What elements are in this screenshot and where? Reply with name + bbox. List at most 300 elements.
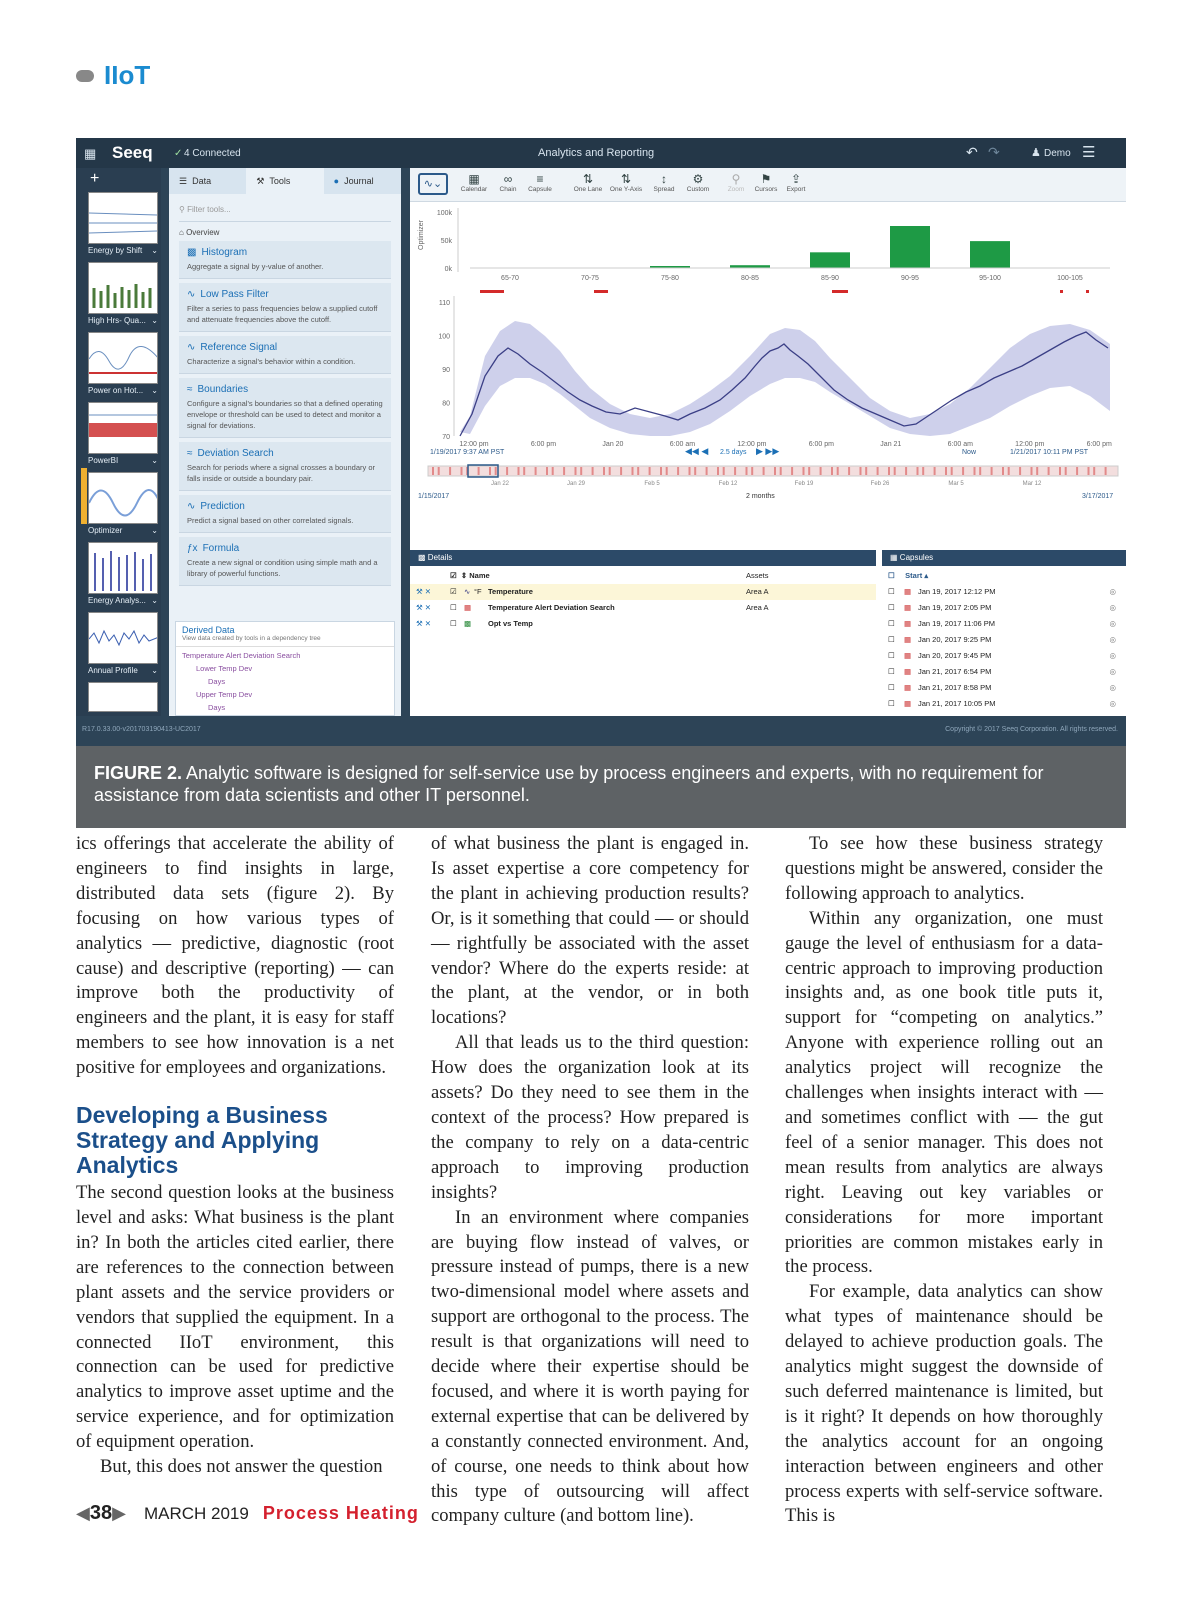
details-table	[410, 566, 876, 716]
boundaries-icon: ≈	[187, 384, 193, 395]
trend-y-tick: 100	[438, 333, 450, 341]
grid-icon[interactable]: ▦	[84, 146, 97, 161]
toolbar-zoom[interactable]: ⚲ Zoom	[718, 172, 754, 193]
capsule-icon: ▦	[904, 699, 912, 708]
paragraph: ics offerings that accelerate the ability of engineers to find insights in large, distributed data sets (figure 2). By focusing on how various types of analytics — predictive, diagnostic (root cause) and descriptive (reporting) — can improve both the productivity of engineers and the plant, it is easy for staff members to see how innovation is a net positive for employees and organizations.	[76, 833, 394, 1079]
capsule-icon: ≡	[536, 172, 544, 186]
section-tag	[76, 60, 150, 91]
trend-end-date[interactable]: 1/21/2017 10:11 PM PST	[1010, 449, 1089, 456]
overview-tick: Feb 26	[870, 481, 890, 487]
overview-event-mark	[575, 467, 577, 475]
trend-x-tick: 12:00 pm	[459, 441, 489, 448]
wrench-icon: ⚒ ✕	[416, 603, 432, 612]
checkbox-icon[interactable]: ☐	[888, 603, 895, 612]
overview-tick: Jan 29	[566, 481, 586, 487]
capsule-start: Jan 21, 2017 8:58 PM	[918, 683, 992, 692]
overview-event-mark	[523, 467, 525, 475]
eye-icon[interactable]: ◎	[1109, 699, 1116, 708]
details-icon: ▩	[418, 553, 426, 562]
worksheet-label: Optimizer	[88, 526, 123, 535]
overview-event-mark	[945, 467, 947, 475]
tab-journal[interactable]: ● Journal	[333, 176, 374, 186]
details-col-assets[interactable]: Assets	[746, 571, 769, 580]
overview-event-mark	[1105, 467, 1107, 475]
toolbar-one-y-axis[interactable]: ⇅ One Y-Axis	[609, 172, 643, 193]
eye-icon[interactable]: ◎	[1109, 635, 1116, 644]
trend-y-tick: 70	[442, 434, 450, 441]
toolbar-chain[interactable]: ∞ Chain	[490, 172, 526, 193]
capsule-row[interactable]	[888, 584, 1120, 600]
paragraph: All that leads us to the third question: How does the organization look at its assets? Do they need to see them in the context of the process? How prepared is the company to rely on a data-centric approach to improving production insights?	[431, 1032, 749, 1203]
checkbox-icon[interactable]: ☐	[888, 699, 895, 708]
worksheet-thumb[interactable]	[88, 682, 158, 712]
derived-item[interactable]: Temperature Alert Deviation Search	[182, 651, 301, 660]
overview-event-mark	[905, 467, 907, 475]
checkbox-icon[interactable]: ☐	[888, 587, 895, 596]
overview-event-mark	[706, 467, 708, 475]
overview-event-mark	[962, 467, 964, 475]
boundary-band	[460, 321, 1110, 436]
trend-span[interactable]: 2.5 days	[720, 449, 747, 456]
tool-filter-input[interactable]: ⚲ Filter tools...	[179, 200, 391, 222]
trend-y-tick: 80	[442, 400, 450, 408]
overview-event-mark	[974, 467, 976, 475]
worksheet-thumb[interactable]: High Hrs- Qua... ⌄	[88, 262, 158, 327]
overview-event-mark	[808, 467, 810, 475]
overview-event-mark	[780, 467, 782, 475]
details-row[interactable]: ⚒ ✕ ☑ ∿ °F Temperature Area A	[410, 584, 876, 600]
worksheet-label: PowerBI	[88, 456, 119, 465]
capsule-row[interactable]	[888, 600, 1120, 616]
overview-tick: Feb 12	[718, 481, 738, 487]
derived-data-panel: Derived Data View data created by tools in a dependency tree Temperature Alert Deviation Search Lower Temp Dev Days Upper Temp Dev Days	[175, 621, 395, 716]
overview-event-mark	[478, 467, 480, 475]
undo-icon[interactable]: ↶	[966, 144, 978, 160]
capsule-icon: ▦	[904, 651, 912, 660]
trend-y-tick: 110	[438, 300, 450, 307]
overview-event-mark	[535, 467, 537, 475]
capsule-start: Jan 19, 2017 2:05 PM	[918, 603, 992, 612]
overview-event-mark	[751, 467, 753, 475]
tool-prediction[interactable]: ∿ Prediction Predict a signal based on other correlated signals.	[179, 495, 391, 533]
trend-chart	[410, 296, 1126, 456]
overview-event-mark	[1093, 467, 1095, 475]
tool-formula[interactable]: ƒx Formula Create a new signal or condition using simple math and a library of powerful functions.	[179, 537, 391, 586]
overview-event-mark	[774, 467, 776, 475]
marker	[832, 290, 848, 293]
figure-2	[76, 138, 1126, 828]
overview-tick: Mar 12	[1022, 481, 1042, 487]
capsule-row[interactable]	[888, 680, 1120, 696]
worksheet-thumb[interactable]: Optimizer ⌄	[88, 472, 158, 537]
checkbox-icon: ☐	[450, 603, 457, 612]
overview-event-mark	[1048, 467, 1050, 475]
capsule-icon: ▦	[904, 683, 912, 692]
overview-span: 2 months	[746, 493, 775, 500]
page-footer	[76, 1502, 419, 1525]
overview-event-mark	[609, 467, 611, 475]
overview-link[interactable]: ⌂ Overview	[179, 228, 220, 237]
magazine-name: Process Heating	[262, 1503, 419, 1523]
checkbox-icon: ☐	[450, 619, 457, 628]
panel-tabs	[169, 168, 401, 194]
histogram-icon: ▩	[464, 619, 472, 628]
tab-data[interactable]: ☰ Data	[179, 175, 212, 186]
prediction-icon: ∿	[187, 501, 196, 512]
overview-event-mark	[934, 467, 936, 475]
overview-event-mark	[506, 467, 508, 475]
checkbox-icon[interactable]: ☐	[888, 619, 895, 628]
hist-bin-label: 95-100	[979, 275, 1001, 282]
section-bullet-icon	[76, 70, 94, 82]
chart-area	[410, 168, 1126, 716]
worksheet-label: Energy Analys...	[88, 596, 146, 605]
trend-x-tick: 6:00 am	[669, 441, 696, 448]
worksheet-label: Energy by Shift	[88, 246, 143, 255]
page-bracket-right-icon: ▶	[112, 1503, 126, 1523]
marker	[1086, 290, 1089, 293]
article-column-1	[76, 832, 394, 1480]
overview-end[interactable]: 3/17/2017	[1082, 493, 1114, 500]
section-heading: Developing a Business Strategy and Applying Analytics	[76, 1102, 328, 1179]
capsule-row[interactable]	[888, 648, 1120, 664]
histogram-icon: ▩	[187, 247, 197, 258]
overview-event-mark	[1031, 467, 1033, 475]
article-column-2	[431, 832, 749, 1529]
overview-event-mark	[831, 467, 833, 475]
trend-start-date[interactable]: 1/19/2017 9:37 AM PST	[430, 449, 505, 456]
overview-event-mark	[922, 467, 924, 475]
hist-markers	[480, 290, 1089, 293]
overview-event-mark	[592, 467, 594, 475]
one-lane-icon: ⇅	[582, 172, 594, 186]
overview-event-mark	[1076, 467, 1078, 475]
overview-event-mark	[877, 467, 879, 475]
overview-event-mark	[763, 467, 765, 475]
overview-event-mark	[546, 467, 548, 475]
overview-event-mark	[837, 467, 839, 475]
eye-icon[interactable]: ◎	[1109, 619, 1116, 628]
worksheet-label: High Hrs- Qua...	[88, 316, 146, 325]
hist-y-tick: 0k	[444, 266, 452, 273]
capsule-row[interactable]	[888, 664, 1120, 680]
zoom-icon: ⚲	[731, 172, 741, 186]
trend-x-tick: Jan 21	[880, 441, 902, 448]
article-column-3	[785, 832, 1103, 1529]
toolbar-one-lane[interactable]: ⇅ One Lane	[570, 172, 606, 193]
home-icon: ⌂	[179, 228, 184, 237]
toolbar-calendar[interactable]: ▦ Calendar	[456, 172, 492, 193]
overview-event-mark	[563, 467, 565, 475]
redo-icon[interactable]: ↷	[988, 144, 1000, 160]
details-row[interactable]: ⚒ ✕ ☐ ▩ Opt vs Temp	[410, 616, 876, 632]
derived-item[interactable]: Days	[208, 677, 226, 686]
paragraph: For example, data analytics can show what types of maintenance should be delayed to achieve production goals. The analytics might suggest the downside of such deferred maintenance is limited, but is it right? It depends on how thoroughly the analytics account for an ongoing interaction between engineers and other process experts with self-service software. This is	[785, 1281, 1103, 1527]
trend-x-tick: 12:00 pm	[1015, 441, 1045, 448]
capsule-row[interactable]	[888, 696, 1120, 712]
chain-icon: ∞	[503, 172, 513, 186]
deviation-icon: ≈	[187, 448, 193, 459]
capsule-start: Jan 21, 2017 10:05 PM	[918, 699, 996, 708]
paragraph: The second question looks at the business level and asks: What business is the plant in? In both the articles cited earlier, there are references to the connection between plant assets and the service providers or vendors that supplied the equipment. In a connected IIoT environment, this connection can be used for predictive analytics to improve asset uptime and the service experience, and for optimization of equipment operation.	[76, 1182, 394, 1453]
overview-tick: Feb 5	[644, 481, 660, 487]
derived-item[interactable]: Upper Temp Dev	[196, 690, 253, 699]
eye-icon[interactable]: ◎	[1109, 651, 1116, 660]
overview-event-mark	[734, 467, 736, 475]
calendar-icon: ▦	[468, 172, 480, 186]
marker	[1060, 290, 1063, 293]
overview-event-mark	[803, 467, 805, 475]
toolbar-spread[interactable]: ↕ Spread	[646, 172, 682, 193]
capsules-table	[882, 566, 1126, 716]
hist-bin-label: 75-80	[661, 275, 679, 282]
overview-tick: Mar 5	[948, 481, 964, 487]
worksheet-thumb[interactable]: Energy by Shift ⌄	[88, 192, 158, 257]
details-header: ▩ Details	[410, 550, 876, 566]
capsule-icon: ▦	[904, 635, 912, 644]
hist-y-tick: 50k	[440, 238, 452, 245]
search-icon: ⚲	[179, 205, 185, 214]
capsule-start: Jan 21, 2017 6:54 PM	[918, 667, 992, 676]
capsule-start: Jan 20, 2017 9:25 PM	[918, 635, 992, 644]
checkbox-icon[interactable]: ☐	[888, 635, 895, 644]
overview-tick: Jan 22	[490, 481, 510, 487]
overview-event-mark	[694, 467, 696, 475]
wrench-icon: ⚒ ✕	[416, 619, 432, 628]
tool-histogram[interactable]: ▩ Histogram Aggregate a signal by y-value of another.	[179, 241, 391, 279]
signal-icon: ∿	[464, 587, 471, 596]
now-button[interactable]: Now	[962, 449, 977, 456]
hist-bin-label: 70-75	[581, 275, 599, 282]
eye-icon[interactable]: ◎	[1109, 587, 1116, 596]
section-label: IIoT	[104, 60, 151, 90]
capsule-icon: ▦	[904, 587, 912, 596]
hist-bar	[890, 226, 930, 268]
details-row[interactable]: ⚒ ✕ ☐ ▦ Temperature Alert Deviation Search Area A	[410, 600, 876, 616]
overview-event-mark	[449, 467, 451, 475]
hist-bin-label: 80-85	[741, 275, 759, 282]
page-bracket-left-icon: ◀	[76, 1503, 90, 1523]
status-bar	[76, 716, 1126, 746]
paragraph: But, this does not answer the question	[100, 1456, 383, 1478]
overview-event-mark	[552, 467, 554, 475]
user-icon: ♟	[1031, 147, 1041, 159]
overview-event-mark	[894, 467, 896, 475]
overview-event-mark	[461, 467, 463, 475]
overview-event-mark	[1002, 467, 1004, 475]
toolbar-capsule[interactable]: ≡ Capsule	[522, 172, 558, 193]
tools-panel	[169, 168, 401, 716]
overview-timeline	[410, 458, 1126, 504]
trend-x-tick: 6:00 am	[947, 441, 973, 448]
toolbar-cursors[interactable]: ⚑ Cursors	[748, 172, 784, 193]
derived-item[interactable]: Days	[208, 703, 226, 712]
overview-event-mark	[951, 467, 953, 475]
copyright-text: Copyright © 2017 Seeq Corporation. All rights reserved.	[945, 726, 1118, 733]
overview-event-mark	[717, 467, 719, 475]
capsule-start: Jan 20, 2017 9:45 PM	[918, 651, 992, 660]
condition-icon: ▦	[464, 603, 472, 612]
hist-y-label: Optimizer	[418, 220, 425, 250]
checkbox-icon: ☑	[450, 587, 457, 596]
worksheet-thumb[interactable]: Power on Hot... ⌄	[88, 332, 158, 397]
trend-y-tick: 90	[442, 367, 450, 374]
hist-bin-label: 90-95	[901, 275, 919, 282]
derived-item[interactable]: Lower Temp Dev	[196, 664, 253, 673]
overview-event-mark	[820, 467, 822, 475]
paragraph: of what business the plant is engaged in. Is asset expertise a core competency for the plant in achieving production results? Or, is it something that could — or should — rightfully be associated with the asset vendor? Where do the experts reside: at the plant, at the vendor, or in both locations?	[431, 833, 749, 1029]
overview-event-mark	[917, 467, 919, 475]
tab-tools[interactable]: ⚒ Tools	[246, 168, 323, 194]
overview-tick: Feb 19	[794, 481, 814, 487]
overview-event-mark	[649, 467, 651, 475]
overview-event-mark	[865, 467, 867, 475]
version-text: R17.0.33.00-v201703190413-UC2017	[82, 726, 201, 733]
overview-event-mark	[580, 467, 582, 475]
app-screenshot	[76, 138, 1126, 746]
add-worksheet-icon[interactable]: +	[90, 170, 100, 187]
toolbar-custom[interactable]: ⚙ Custom	[680, 172, 716, 193]
step-forward-icon: ▶ ▶▶	[756, 446, 780, 456]
capsules-header: ▦ Capsules	[882, 550, 1126, 566]
page-number: 38	[89, 1502, 113, 1524]
overview-event-mark	[991, 467, 993, 475]
caption-label: FIGURE 2.	[94, 763, 183, 783]
overview-start[interactable]: 1/15/2017	[418, 493, 450, 500]
overview-event-mark	[495, 467, 497, 475]
overview-event-mark	[677, 467, 679, 475]
eye-icon[interactable]: ◎	[1109, 683, 1116, 692]
paragraph: To see how these business strategy questions might be answered, consider the following approach to analytics.	[785, 833, 1103, 904]
gear-icon: ⚙	[692, 172, 704, 186]
details-col-name[interactable]: ☑ ⇕ Name	[450, 571, 490, 580]
trend-x-tick: 6:00 pm	[808, 441, 835, 448]
overview-event-mark	[1059, 467, 1061, 475]
active-worksheet-marker	[81, 468, 87, 524]
worksheet-label: Annual Profile	[88, 666, 138, 675]
overview-event-mark	[632, 467, 634, 475]
spread-icon: ↕	[661, 172, 667, 186]
overview-event-mark	[979, 467, 981, 475]
hist-bin-label: 85-90	[821, 275, 839, 282]
flag-icon: ⚑	[760, 172, 772, 186]
derived-data-title[interactable]: Derived Data	[182, 625, 235, 635]
overview-event-mark	[432, 467, 434, 475]
overview-event-mark	[518, 467, 520, 475]
export-icon: ⇪	[790, 172, 802, 186]
capsule-row[interactable]	[888, 632, 1120, 648]
capsules-col-start[interactable]: ☐ Start ▴	[888, 571, 929, 580]
caption-text: Analytic software is designed for self-service use by process engineers and experts, with no requirement for assistance from data scientists and other IT personnel.	[94, 763, 1044, 805]
tool-low-pass-filter[interactable]: ∿ Low Pass Filter Filter a series to pass frequencies below a supplied cutoff and attenuate frequencies above the cutoff.	[179, 283, 391, 332]
marker	[480, 290, 504, 293]
overview-event-mark	[1008, 467, 1010, 475]
trend-x-tick: 6:00 pm	[1086, 441, 1112, 448]
formula-icon: ƒx	[187, 543, 198, 554]
hist-bar	[970, 241, 1010, 268]
view-selector[interactable]: ∿⌄	[418, 173, 448, 195]
overview-event-mark	[660, 467, 662, 475]
overview-event-mark	[848, 467, 850, 475]
hist-y-tick: 100k	[436, 210, 452, 217]
eye-icon[interactable]: ◎	[1109, 603, 1116, 612]
y-axis-icon: ⇅	[620, 172, 632, 186]
worksheet-label: Power on Hot...	[88, 386, 144, 395]
trend-x-tick: Jan 20	[602, 441, 624, 448]
worksheet-thumb[interactable]: PowerBI ⌄	[88, 402, 158, 467]
overview-event-mark	[689, 467, 691, 475]
chart-toolbar	[410, 168, 1126, 202]
capsule-icon: ▦	[904, 603, 912, 612]
capsule-start: Jan 19, 2017 12:12 PM	[918, 587, 996, 596]
capsule-start: Jan 19, 2017 11:06 PM	[918, 619, 995, 628]
app-logo: Seeq	[112, 143, 153, 162]
paragraph: In an environment where companies are buying flow instead of valves, or pressure instead of pumps, there is a new two-dimensional model where assets and support are orthogonal to the process. The result is that organizations will need to decide where their expertise should be focused, and where it is worth paying for external expertise that can be delivered by a constantly connected environment. And, of course, one needs to think about how this type of outsourcing will affect company culture (and bottom line).	[431, 1206, 749, 1527]
histogram-chart	[410, 202, 1126, 294]
overview-event-mark	[637, 467, 639, 475]
connection-status[interactable]: 4 Connected	[184, 148, 241, 159]
paragraph: Within any organization, one must gauge the level of enthusiasm for a data-centric approach to improving production insights and, as one book title puts it, support for “competing on analytics.” Anyone with experience rolling out an analytics project will recognize the challenges when insights interact with — and sometimes conflict with — the gut feel of a senior manager. This does not mean results from analytics are always right. Leaving out key variables or considerations for more important priorities are common mistakes early in the process.	[785, 907, 1103, 1278]
hist-bin-label: 65-70	[501, 275, 519, 282]
toolbar-export[interactable]: ⇪ Export	[778, 172, 814, 193]
signal-icon: ∿	[187, 342, 196, 353]
worksheet-thumbnails	[76, 168, 161, 716]
app-topbar	[76, 138, 1126, 168]
overview-event-mark	[489, 467, 491, 475]
tool-boundaries[interactable]: ≈ Boundaries Configure a signal's boundaries so that a defined operating envelope or threshold can be used to detect and monitor a signal for deviations.	[179, 378, 391, 438]
app-title: Analytics and Reporting	[538, 147, 655, 159]
user-name[interactable]: Demo	[1044, 148, 1071, 159]
overview-event-mark	[746, 467, 748, 475]
capsule-icon: ▦	[904, 667, 912, 676]
filter-icon: ∿	[187, 289, 196, 300]
capsule-row[interactable]	[888, 616, 1120, 632]
capsule-icon: ▦	[890, 553, 898, 562]
marker	[594, 290, 608, 293]
overview-event-mark	[620, 467, 622, 475]
worksheet-thumb[interactable]: Annual Profile ⌄	[88, 612, 158, 677]
hist-bin-label: 100-105	[1057, 275, 1083, 282]
overview-event-mark	[1019, 467, 1021, 475]
trend-x-tick: 6:00 pm	[530, 441, 557, 448]
overview-event-mark	[1036, 467, 1038, 475]
trend-x-tick: 12:00 pm	[737, 441, 767, 448]
figure-caption	[76, 746, 1126, 828]
capsule-icon: ▦	[904, 619, 912, 628]
overview-event-mark	[791, 467, 793, 475]
overview-event-mark	[723, 467, 725, 475]
check-icon: ✓	[174, 148, 183, 159]
checkbox-icon[interactable]: ☐	[888, 683, 895, 692]
tool-deviation-search[interactable]: ≈ Deviation Search Search for periods where a signal crosses a boundary or falls inside or outside a boundary pair.	[179, 442, 391, 491]
overview-event-mark	[438, 467, 440, 475]
overview-event-mark	[860, 467, 862, 475]
wrench-icon: ⚒ ✕	[416, 587, 432, 596]
issue-date: MARCH 2019	[143, 1503, 249, 1523]
hist-bar	[810, 252, 850, 268]
overview-event-mark	[888, 467, 890, 475]
worksheet-thumb[interactable]: Energy Analys... ⌄	[88, 542, 158, 607]
checkbox-icon[interactable]: ☐	[888, 667, 895, 676]
tool-reference-signal[interactable]: ∿ Reference Signal Characterize a signal's behavior within a condition.	[179, 336, 391, 374]
eye-icon[interactable]: ◎	[1109, 667, 1116, 676]
overview-event-mark	[666, 467, 668, 475]
step-back-icon: ◀◀ ◀	[685, 446, 709, 456]
overview-event-mark	[1088, 467, 1090, 475]
checkbox-icon[interactable]: ☐	[888, 651, 895, 660]
overview-event-mark	[603, 467, 605, 475]
menu-icon[interactable]: ☰	[1082, 144, 1096, 161]
